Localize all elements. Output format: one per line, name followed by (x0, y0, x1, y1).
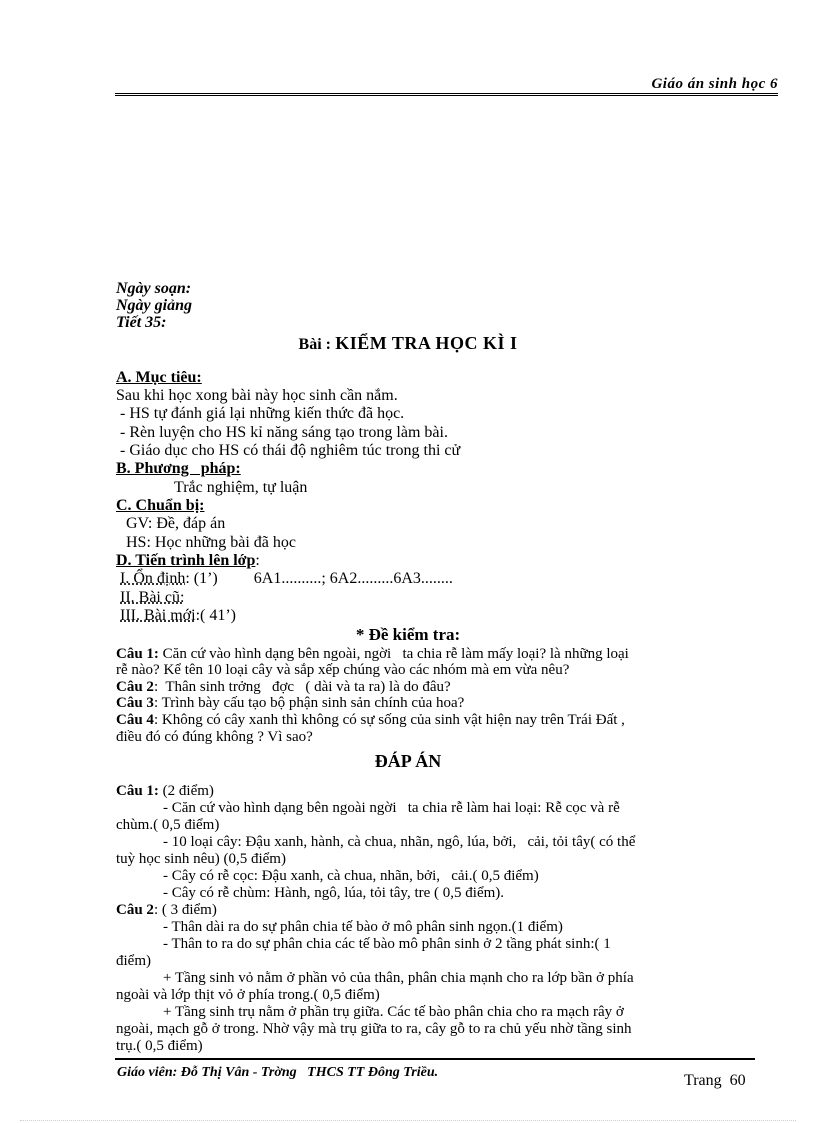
answer-points: : ( 3 điểm) (153, 902, 217, 918)
exam-heading: * Đề kiểm tra: (355, 625, 461, 644)
section-a-intro: Sau khi học xong bài này học sinh cần nắm. (116, 387, 398, 404)
question-text: : Trình bày cấu tạo bộ phận sinh sản chính của hoa? (153, 695, 465, 711)
lesson-main-title: KIỂM TRA HỌC KÌ I (335, 333, 518, 353)
section-a-item: - Rèn luyện cho HS kỉ năng sáng tạo trong làm bài. (116, 424, 448, 441)
section-d-heading-row (116, 552, 260, 570)
answer-line: - Thân to ra do sự phân chia các tế bào mô phân sinh ở 2 tầng phát sinh:( 1 (163, 936, 611, 952)
section-d-colon: : (255, 552, 260, 569)
answer-points: (2 điểm) (158, 783, 214, 799)
section-c-hs: HS: Học những bài đã học (126, 534, 296, 551)
section-a-heading: A. Mục tiêu: (116, 369, 202, 386)
answer-line: + Tầng sinh trụ nằm ở phần trụ giữa. Các tế bào phân chia cho ra mạch rây ở (163, 1004, 624, 1020)
answer-line: chùm.( 0,5 điểm) (116, 817, 220, 833)
section-b-heading: B. Phương pháp: (116, 460, 241, 477)
question-label: Câu 4 (116, 712, 154, 728)
answer-line: ngoài, mạch gỗ ở trong. Nhờ vậy mà trụ giữa to ra, cây gỗ to ra chủ yếu nhờ tầng sinh (116, 1021, 632, 1037)
question-text: : Thân sinh trởng đợc ( dài và ta ra) là do đâu? (153, 679, 451, 695)
answer-line: ngoài và lớp thịt vỏ ở phía trong.( 0,5 điểm) (116, 987, 380, 1003)
question-2 (116, 679, 451, 695)
footer-rule (115, 1058, 755, 1060)
section-d-heading: D. Tiến trình lên lớp (116, 552, 256, 569)
bai-moi-rest: :( 41’) (195, 607, 236, 624)
question-1-cont: rễ nào? Kể tên 10 loại cây và sắp xếp chúng vào các nhóm mà em vừa nêu? (116, 662, 570, 678)
question-4 (116, 712, 625, 728)
section-c-heading: C. Chuẩn bị: (116, 497, 205, 514)
section-a-item: - Giáo dục cho HS có thái độ nghiêm túc trong thi cử (116, 442, 461, 459)
answer-line: - Thân dài ra do sự phân chia tế bào ở mô phân sinh ngọn.(1 điểm) (163, 919, 563, 935)
answer-line: - Cây có rễ cọc: Đậu xanh, cà chua, nhãn, bởi, cải.( 0,5 điểm) (163, 868, 539, 884)
ngay-giang: Ngày giảng (116, 297, 192, 314)
answer-line: trụ.( 0,5 điểm) (116, 1038, 203, 1054)
answer-line: - 10 loại cây: Đậu xanh, hành, cà chua, nhãn, ngô, lúa, bởi, cải, tỏi tây( có thể (163, 834, 636, 850)
answer-line: - Căn cứ vào hình dạng bên ngoài ngời ta chia rễ làm hai loại: Rễ cọc và rễ (163, 800, 620, 816)
answer-1-title (116, 783, 214, 799)
lesson-title (0, 333, 816, 354)
on-dinh-row (120, 570, 453, 588)
section-c-gv: GV: Đề, đáp án (126, 515, 226, 532)
section-b-content: Trắc nghiệm, tự luận (174, 479, 308, 496)
question-1 (116, 646, 629, 662)
question-3 (116, 695, 464, 711)
header-rule (115, 93, 778, 96)
question-4-cont: điều đó có đúng không ? Vì sao? (116, 729, 313, 745)
answer-line: + Tầng sinh vỏ nằm ở phần vỏ của thân, phân chia mạnh cho ra lớp bần ở phía (163, 970, 634, 986)
on-dinh-label: I. Ổn định (120, 570, 186, 587)
answer-line: điểm) (116, 953, 151, 969)
page-bottom-border (20, 1120, 796, 1121)
section-a-item: - HS tự đánh giá lại những kiến thức đã học. (116, 405, 405, 422)
question-label: Câu 1: (116, 646, 159, 662)
page-number: Trang 60 (684, 1072, 746, 1089)
bai-moi-label: III. Bài mới (120, 607, 196, 624)
ngay-soan: Ngày soạn: (116, 280, 192, 297)
question-label: Câu 3 (116, 695, 154, 711)
bai-moi-row (120, 607, 236, 625)
answers-heading: ĐÁP ÁN (374, 751, 442, 771)
answer-line: - Cây có rễ chùm: Hành, ngô, lúa, tỏi tây, tre ( 0,5 điểm). (163, 885, 505, 901)
question-label: Câu 2 (116, 679, 154, 695)
footer-teacher: Giáo viên: Đỗ Thị Vân - Trờng THCS TT Đông Triều. (117, 1065, 439, 1080)
answer-2-title (116, 902, 217, 918)
bai-cu: II. Bài cũ: (120, 589, 185, 606)
answer-line: tuỳ học sinh nêu) (0,5 điểm) (116, 851, 286, 867)
lesson-prefix: Bài : (298, 336, 331, 353)
on-dinh-rest: : (1’) 6A1..........; 6A2.........6A3........ (185, 570, 453, 587)
answer-label: Câu 1: (116, 783, 159, 799)
question-text: Căn cứ vào hình dạng bên ngoài, ngời ta chia rễ làm mấy loại? là những loại (158, 646, 629, 662)
answer-label: Câu 2 (116, 902, 154, 918)
tiet: Tiết 35: (116, 314, 167, 331)
question-text: : Không có cây xanh thì không có sự sống của sinh vật hiện nay trên Trái Đất , (153, 712, 625, 728)
header-title: Giáo án sinh học 6 (651, 76, 778, 92)
